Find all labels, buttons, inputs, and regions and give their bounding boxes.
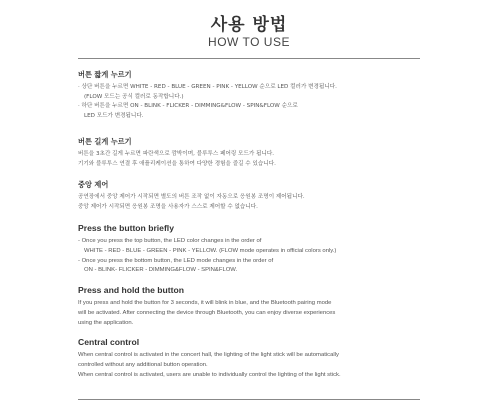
section-line: When central control is activated in the concert hall, the lighting of the light stick will be automatically bbox=[78, 352, 339, 358]
section-line: 기기와 블루투스 연결 후 애플리케이션을 통하여 다양한 경험을 즐길 수 있습니다. bbox=[78, 160, 276, 167]
section-line: - Once you press the top button, the LED color changes in the order of bbox=[78, 238, 262, 244]
section-heading: Press and hold the button bbox=[78, 285, 184, 295]
page-title-english: HOW TO USE bbox=[208, 35, 290, 49]
section-line: 버튼을 3초간 길게 누르면 파란색으로 깜박이며, 블루투스 페어링 모드가 됩니다. bbox=[78, 151, 275, 157]
bottom-divider bbox=[78, 399, 420, 400]
section-heading: Central control bbox=[78, 337, 140, 347]
section-heading: 버튼 짧게 누르기 bbox=[78, 70, 132, 79]
section-long-press-en bbox=[78, 284, 420, 328]
section-line: will be activated. After connecting the device through Bluetooth, you can enjoy diverse experiences bbox=[78, 309, 336, 316]
section-short-press-ko bbox=[78, 70, 420, 121]
section-line: 중앙 제어가 시작되면 응원봉 조명을 사용자가 스스로 제어할 수 없습니다. bbox=[78, 203, 258, 210]
section-central-control-en bbox=[78, 336, 420, 380]
section-line: If you press and hold the button for 3 seconds, it will blink in blue, and the Bluetooth pairing mode bbox=[78, 300, 332, 306]
section-heading: 중앙 제어 bbox=[78, 180, 109, 189]
section-line: controlled without any additional button operation. bbox=[78, 361, 208, 368]
section-line: 공연장에서 중앙 제어가 시작되면 별도의 버튼 조작 없이 자동으로 응원봉 조명이 제어됩니다. bbox=[78, 194, 305, 200]
section-line: · 상단 버튼을 누르면 WHITE - RED - BLUE - GREEN - PINK - YELLOW 순으로 LED 컬러가 변경됩니다. bbox=[78, 84, 337, 90]
section-line: When central control is activated, users are unable to individually control the lighting of the light stick. bbox=[78, 371, 341, 378]
section-line: LED 모드가 변경됩니다. bbox=[84, 112, 144, 119]
section-heading: Press the button briefly bbox=[78, 223, 174, 233]
section-central-control-ko bbox=[78, 180, 420, 212]
section-line: using the application. bbox=[78, 319, 134, 326]
section-heading: 버튼 길게 누르기 bbox=[78, 137, 132, 146]
page-title-korean: 사용 방법 bbox=[210, 15, 288, 35]
section-line: ON - BLINK- FLICKER - DIMMING&FLOW - SPIN&FLOW. bbox=[84, 267, 238, 274]
section-short-press-en bbox=[78, 222, 420, 276]
section-line: - Once you press the bottom button, the LED mode changes in the order of bbox=[78, 257, 274, 264]
section-line: · 하단 버튼을 누르면 ON - BLINK - FLICKER - DIMMING&FLOW - SPIN&FLOW 순으로 bbox=[78, 103, 298, 110]
top-divider bbox=[78, 58, 420, 59]
section-line: (FLOW 모드는 공식 컬러로 동작합니다.) bbox=[84, 93, 184, 100]
section-long-press-ko bbox=[78, 137, 420, 169]
section-line: WHITE - RED - BLUE - GREEN - PINK - YELLOW. (FLOW mode operates in official colors only.) bbox=[84, 247, 337, 254]
